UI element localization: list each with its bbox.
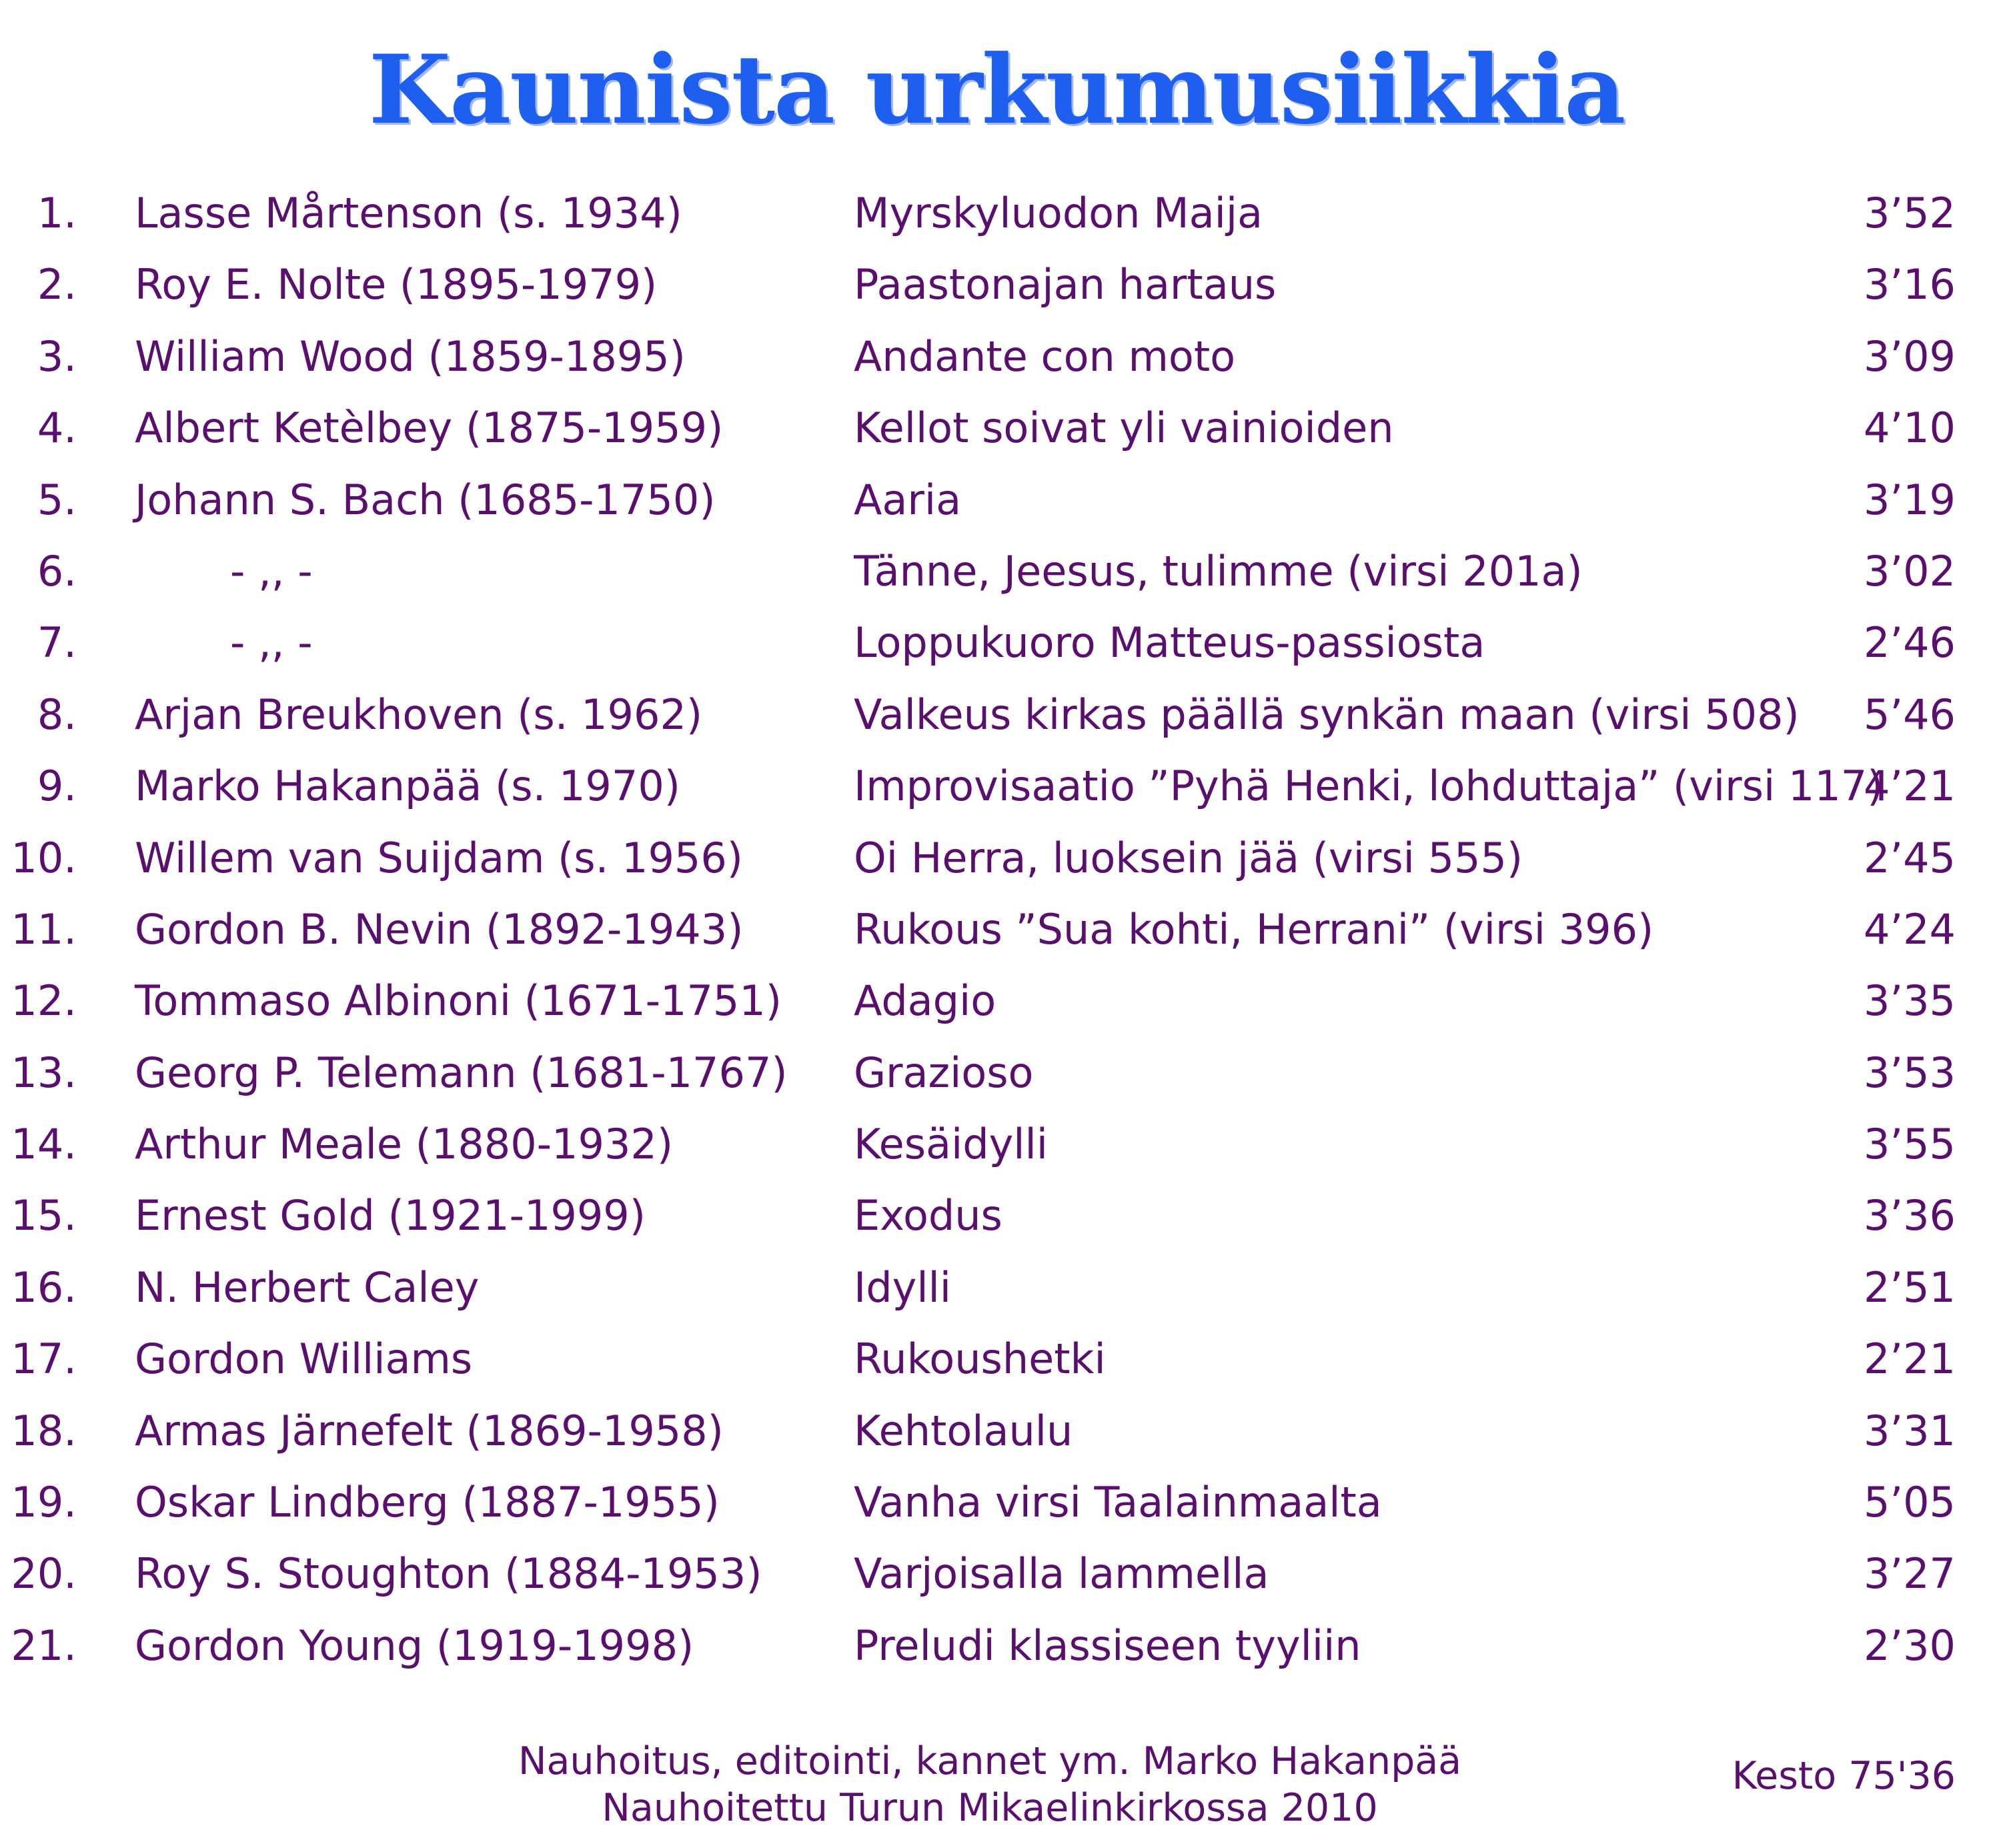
track-duration: 3’31 [1863, 1406, 1956, 1455]
track-duration: 3’36 [1863, 1191, 1956, 1240]
track-number: 4. [37, 403, 77, 453]
track-row [0, 331, 1993, 402]
track-composer: Marko Hakanpää (s. 1970) [135, 762, 680, 811]
track-composer: Tommaso Albinoni (1671-1751) [135, 976, 782, 1026]
track-composer: Willem van Suijdam (s. 1956) [135, 833, 743, 882]
track-row [0, 1047, 1993, 1118]
track-composer: Lasse Mårtenson (s. 1934) [135, 189, 682, 237]
track-piece: Idylli [854, 1262, 952, 1312]
track-row [0, 617, 1993, 688]
track-row [0, 187, 1993, 259]
track-piece: Loppukuoro Matteus-passiosta [854, 618, 1485, 668]
track-piece: Myrskyluodon Maija [854, 189, 1263, 237]
track-piece: Adagio [854, 976, 996, 1026]
track-number: 12. [11, 976, 77, 1026]
track-row [0, 1190, 1993, 1261]
track-row [0, 259, 1993, 330]
track-composer: Arjan Breukhoven (s. 1962) [135, 690, 703, 739]
track-number: 7. [37, 618, 77, 668]
track-piece: Andante con moto [854, 331, 1236, 381]
track-composer: Roy S. Stoughton (1884-1953) [135, 1549, 762, 1599]
track-number: 14. [11, 1120, 77, 1169]
track-number: 13. [11, 1048, 77, 1097]
track-row [0, 1405, 1993, 1477]
track-number: 15. [11, 1191, 77, 1240]
track-row [0, 1262, 1993, 1333]
track-list [0, 187, 1993, 1691]
track-row [0, 832, 1993, 904]
track-composer: Roy E. Nolte (1895-1979) [135, 260, 658, 309]
credits-line: Nauhoitus, editointi, kannet ym. Marko Hakanpää [518, 1739, 1462, 1783]
track-number: 11. [11, 904, 77, 954]
track-number: 18. [11, 1406, 77, 1455]
track-duration: 3’55 [1863, 1120, 1956, 1169]
track-row [0, 975, 1993, 1046]
track-number: 21. [11, 1621, 77, 1670]
track-duration: 2’21 [1863, 1334, 1956, 1384]
track-piece: Rukous ”Sua kohti, Herrani” (virsi 396) [854, 904, 1654, 954]
track-duration: 5’46 [1863, 690, 1956, 739]
track-composer: Oskar Lindberg (1887-1955) [135, 1478, 720, 1527]
track-piece: Grazioso [854, 1048, 1034, 1097]
track-piece: Kellot soivat yli vainioiden [854, 403, 1394, 453]
track-composer: Arthur Meale (1880-1932) [135, 1120, 674, 1169]
track-number: 10. [11, 833, 77, 882]
track-number: 8. [37, 690, 77, 739]
track-composer-ditto: - ,, - [230, 546, 313, 596]
track-duration: 3’52 [1863, 189, 1956, 237]
track-piece: Valkeus kirkas päällä synkän maan (virsi 508) [854, 690, 1800, 739]
track-duration: 3’02 [1863, 546, 1956, 596]
track-number: 1. [37, 189, 77, 237]
track-piece: Kesäidylli [854, 1120, 1048, 1169]
track-composer-ditto: - ,, - [230, 618, 313, 668]
track-duration: 4’10 [1863, 403, 1956, 453]
track-row [0, 546, 1993, 617]
track-duration: 4’21 [1863, 762, 1956, 811]
track-number: 3. [37, 331, 77, 381]
track-row [0, 1477, 1993, 1548]
track-composer: N. Herbert Caley [135, 1262, 480, 1312]
recording-location-line: Nauhoitettu Turun Mikaelinkirkossa 2010 [602, 1786, 1378, 1830]
track-piece: Aaria [854, 475, 962, 524]
track-composer: Gordon Williams [135, 1334, 473, 1384]
track-composer: William Wood (1859-1895) [135, 331, 686, 381]
track-number: 5. [37, 475, 77, 524]
track-row [0, 904, 1993, 975]
track-piece: Rukoushetki [854, 1334, 1106, 1384]
track-composer: Georg P. Telemann (1681-1767) [135, 1048, 788, 1097]
track-duration: 3’16 [1863, 260, 1956, 309]
track-composer: Ernest Gold (1921-1999) [135, 1191, 646, 1240]
track-duration: 3’27 [1863, 1549, 1956, 1599]
track-duration: 2’51 [1863, 1262, 1956, 1312]
track-duration: 4’24 [1863, 904, 1956, 954]
track-piece: Vanha virsi Taalainmaalta [854, 1478, 1382, 1527]
track-row [0, 689, 1993, 760]
track-number: 16. [11, 1262, 77, 1312]
track-row [0, 1548, 1993, 1619]
track-duration: 3’53 [1863, 1048, 1956, 1097]
track-row [0, 1620, 1993, 1691]
track-composer: Albert Ketèlbey (1875-1959) [135, 403, 724, 453]
track-duration: 3’19 [1863, 475, 1956, 524]
track-duration: 2’45 [1863, 833, 1956, 882]
track-piece: Tänne, Jeesus, tulimme (virsi 201a) [854, 546, 1583, 596]
track-composer: Gordon B. Nevin (1892-1943) [135, 904, 744, 954]
track-row [0, 760, 1993, 832]
total-duration: Kesto 75'36 [1732, 1754, 1956, 1798]
track-piece: Kehtolaulu [854, 1406, 1073, 1455]
track-composer: Armas Järnefelt (1869-1958) [135, 1406, 724, 1455]
track-duration: 5’05 [1863, 1478, 1956, 1527]
track-row [0, 1333, 1993, 1405]
track-piece: Oi Herra, luoksein jää (virsi 555) [854, 833, 1523, 882]
track-number: 6. [37, 546, 77, 596]
track-piece: Exodus [854, 1191, 1003, 1240]
track-number: 9. [37, 762, 77, 811]
track-duration: 3’35 [1863, 976, 1956, 1026]
page-title: Kaunista urkumusiikkia [368, 35, 1625, 145]
track-composer: Johann S. Bach (1685-1750) [135, 475, 716, 524]
track-piece: Improvisaatio ”Pyhä Henki, lohduttaja” (virsi 117) [854, 762, 1884, 811]
track-number: 20. [11, 1549, 77, 1599]
track-piece: Paastonajan hartaus [854, 260, 1277, 309]
track-number: 2. [37, 260, 77, 309]
track-row [0, 474, 1993, 546]
track-number: 17. [11, 1334, 77, 1384]
track-duration: 2’30 [1863, 1621, 1956, 1670]
track-piece: Varjoisalla lammella [854, 1549, 1269, 1599]
track-row [0, 1118, 1993, 1190]
track-duration: 2’46 [1863, 618, 1956, 668]
track-row [0, 402, 1993, 474]
track-piece: Preludi klassiseen tyyliin [854, 1621, 1361, 1670]
track-composer: Gordon Young (1919-1998) [135, 1621, 694, 1670]
track-duration: 3’09 [1863, 331, 1956, 381]
track-number: 19. [11, 1478, 77, 1527]
